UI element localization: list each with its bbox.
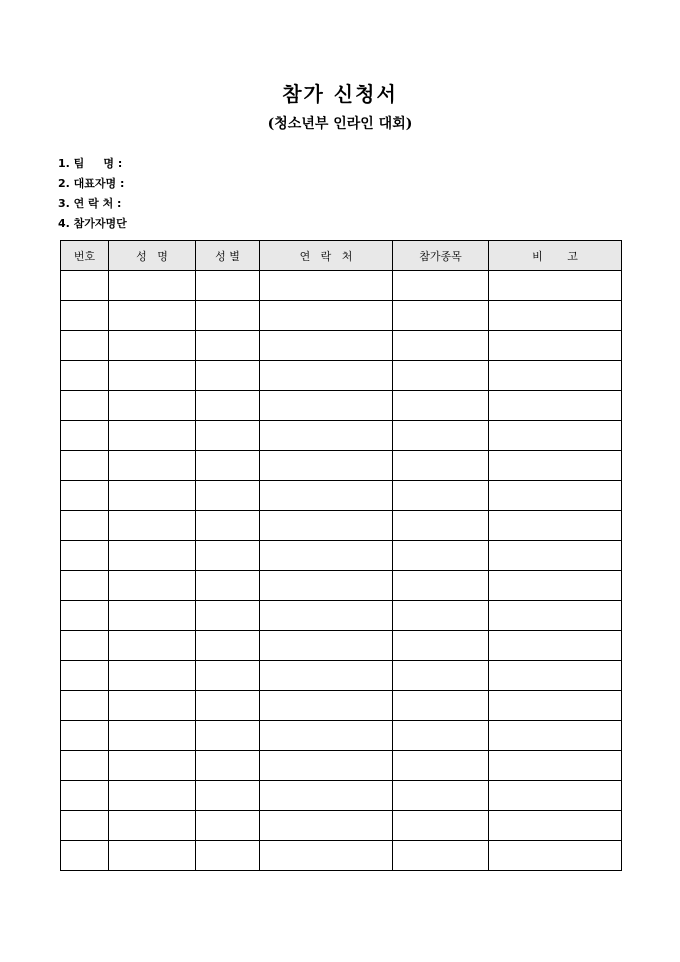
representative-field: 2. 대표자명 :	[58, 177, 125, 190]
table-row	[61, 541, 622, 571]
cell-contact[interactable]	[260, 301, 393, 331]
cell-name[interactable]	[109, 451, 196, 481]
cell-number[interactable]	[61, 691, 109, 721]
header-gender: 성 별	[196, 241, 260, 271]
cell-gender[interactable]	[196, 271, 260, 301]
cell-event[interactable]	[393, 661, 489, 691]
cell-number[interactable]	[61, 541, 109, 571]
cell-number[interactable]	[61, 361, 109, 391]
cell-number[interactable]	[61, 511, 109, 541]
cell-gender[interactable]	[196, 301, 260, 331]
cell-gender[interactable]	[196, 841, 260, 871]
table-row	[61, 421, 622, 451]
cell-name[interactable]	[109, 721, 196, 751]
cell-contact[interactable]	[260, 601, 393, 631]
cell-number[interactable]	[61, 811, 109, 841]
cell-number[interactable]	[61, 721, 109, 751]
cell-name[interactable]	[109, 511, 196, 541]
cell-name[interactable]	[109, 421, 196, 451]
cell-contact[interactable]	[260, 271, 393, 301]
table-row	[61, 451, 622, 481]
cell-event[interactable]	[393, 571, 489, 601]
table-row	[61, 361, 622, 391]
document-title: 참가 신청서	[282, 82, 398, 106]
cell-gender[interactable]	[196, 481, 260, 511]
cell-number[interactable]	[61, 271, 109, 301]
info-fields	[58, 156, 127, 236]
cell-remarks[interactable]	[489, 601, 622, 631]
cell-contact[interactable]	[260, 511, 393, 541]
cell-name[interactable]	[109, 631, 196, 661]
cell-name[interactable]	[109, 811, 196, 841]
cell-remarks[interactable]	[489, 421, 622, 451]
header-contact: 연 락 처	[260, 241, 393, 271]
cell-name[interactable]	[109, 361, 196, 391]
cell-name[interactable]	[109, 751, 196, 781]
table-row	[61, 331, 622, 361]
cell-gender[interactable]	[196, 721, 260, 751]
cell-gender[interactable]	[196, 601, 260, 631]
cell-contact[interactable]	[260, 541, 393, 571]
cell-event[interactable]	[393, 331, 489, 361]
table-row	[61, 301, 622, 331]
table-row	[61, 811, 622, 841]
cell-event[interactable]	[393, 751, 489, 781]
table-body	[61, 271, 622, 871]
cell-event[interactable]	[393, 631, 489, 661]
cell-contact[interactable]	[260, 571, 393, 601]
cell-gender[interactable]	[196, 811, 260, 841]
document-subtitle: (청소년부 인라인 대회)	[267, 116, 413, 132]
cell-name[interactable]	[109, 691, 196, 721]
cell-event[interactable]	[393, 301, 489, 331]
cell-remarks[interactable]	[489, 691, 622, 721]
cell-remarks[interactable]	[489, 541, 622, 571]
table-row	[61, 511, 622, 541]
cell-contact[interactable]	[260, 691, 393, 721]
cell-remarks[interactable]	[489, 571, 622, 601]
cell-event[interactable]	[393, 271, 489, 301]
cell-gender[interactable]	[196, 691, 260, 721]
cell-name[interactable]	[109, 271, 196, 301]
cell-gender[interactable]	[196, 751, 260, 781]
header-event: 참가종목	[393, 241, 489, 271]
header-name: 성 명	[109, 241, 196, 271]
cell-contact[interactable]	[260, 781, 393, 811]
cell-number[interactable]	[61, 301, 109, 331]
table-row	[61, 781, 622, 811]
cell-number[interactable]	[61, 841, 109, 871]
cell-event[interactable]	[393, 511, 489, 541]
cell-remarks[interactable]	[489, 631, 622, 661]
table-row	[61, 751, 622, 781]
header-number: 번호	[61, 241, 109, 271]
cell-number[interactable]	[61, 571, 109, 601]
cell-name[interactable]	[109, 781, 196, 811]
cell-event[interactable]	[393, 811, 489, 841]
cell-gender[interactable]	[196, 571, 260, 601]
cell-number[interactable]	[61, 451, 109, 481]
cell-contact[interactable]	[260, 451, 393, 481]
table-row	[61, 661, 622, 691]
cell-remarks[interactable]	[489, 331, 622, 361]
cell-contact[interactable]	[260, 421, 393, 451]
cell-name[interactable]	[109, 601, 196, 631]
cell-gender[interactable]	[196, 631, 260, 661]
cell-contact[interactable]	[260, 391, 393, 421]
cell-contact[interactable]	[260, 481, 393, 511]
cell-event[interactable]	[393, 721, 489, 751]
cell-remarks[interactable]	[489, 841, 622, 871]
table-row	[61, 571, 622, 601]
cell-gender[interactable]	[196, 391, 260, 421]
cell-event[interactable]	[393, 451, 489, 481]
cell-gender[interactable]	[196, 781, 260, 811]
cell-remarks[interactable]	[489, 451, 622, 481]
header-remarks: 비 고	[489, 241, 622, 271]
participant-list-label: 4. 참가자명단	[58, 217, 127, 230]
cell-gender[interactable]	[196, 331, 260, 361]
cell-remarks[interactable]	[489, 391, 622, 421]
contact-field: 3. 연 락 처 :	[58, 197, 122, 210]
cell-name[interactable]	[109, 331, 196, 361]
cell-event[interactable]	[393, 781, 489, 811]
table-row	[61, 601, 622, 631]
cell-name[interactable]	[109, 661, 196, 691]
cell-contact[interactable]	[260, 361, 393, 391]
cell-event[interactable]	[393, 391, 489, 421]
cell-number[interactable]	[61, 421, 109, 451]
cell-event[interactable]	[393, 841, 489, 871]
cell-name[interactable]	[109, 571, 196, 601]
cell-event[interactable]	[393, 691, 489, 721]
table-row	[61, 271, 622, 301]
cell-number[interactable]	[61, 391, 109, 421]
cell-number[interactable]	[61, 751, 109, 781]
cell-name[interactable]	[109, 841, 196, 871]
cell-contact[interactable]	[260, 331, 393, 361]
cell-number[interactable]	[61, 481, 109, 511]
cell-remarks[interactable]	[489, 661, 622, 691]
table-row	[61, 721, 622, 751]
cell-contact[interactable]	[260, 841, 393, 871]
table-row	[61, 391, 622, 421]
cell-contact[interactable]	[260, 751, 393, 781]
cell-gender[interactable]	[196, 451, 260, 481]
team-name-field: 1. 팀 명 :	[58, 157, 123, 170]
cell-remarks[interactable]	[489, 721, 622, 751]
cell-contact[interactable]	[260, 661, 393, 691]
cell-remarks[interactable]	[489, 361, 622, 391]
cell-remarks[interactable]	[489, 301, 622, 331]
cell-name[interactable]	[109, 481, 196, 511]
table-row	[61, 631, 622, 661]
cell-remarks[interactable]	[489, 511, 622, 541]
cell-event[interactable]	[393, 601, 489, 631]
cell-gender[interactable]	[196, 511, 260, 541]
cell-event[interactable]	[393, 541, 489, 571]
cell-event[interactable]	[393, 361, 489, 391]
cell-number[interactable]	[61, 331, 109, 361]
cell-number[interactable]	[61, 601, 109, 631]
cell-gender[interactable]	[196, 541, 260, 571]
cell-name[interactable]	[109, 541, 196, 571]
cell-remarks[interactable]	[489, 271, 622, 301]
cell-remarks[interactable]	[489, 781, 622, 811]
cell-remarks[interactable]	[489, 811, 622, 841]
cell-gender[interactable]	[196, 361, 260, 391]
cell-remarks[interactable]	[489, 751, 622, 781]
cell-name[interactable]	[109, 301, 196, 331]
cell-gender[interactable]	[196, 661, 260, 691]
cell-number[interactable]	[61, 781, 109, 811]
cell-event[interactable]	[393, 421, 489, 451]
cell-name[interactable]	[109, 391, 196, 421]
cell-contact[interactable]	[260, 721, 393, 751]
table-row	[61, 841, 622, 871]
cell-number[interactable]	[61, 631, 109, 661]
table-row	[61, 481, 622, 511]
cell-contact[interactable]	[260, 631, 393, 661]
cell-gender[interactable]	[196, 421, 260, 451]
cell-remarks[interactable]	[489, 481, 622, 511]
cell-contact[interactable]	[260, 811, 393, 841]
participant-table	[60, 240, 622, 871]
table-row	[61, 691, 622, 721]
cell-event[interactable]	[393, 481, 489, 511]
table-header-row	[61, 241, 622, 271]
cell-number[interactable]	[61, 661, 109, 691]
